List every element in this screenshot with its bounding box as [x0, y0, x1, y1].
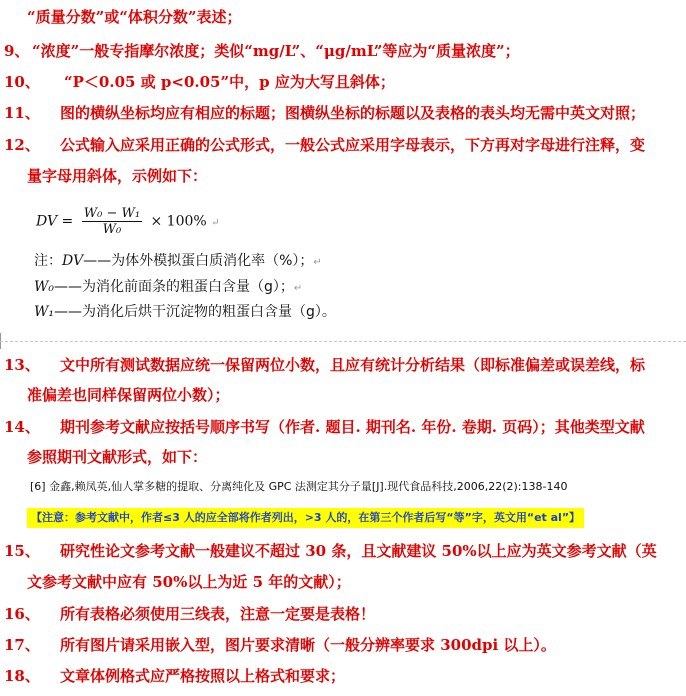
item-12-text: 公式输入应采用正确的公式形式，一般公式应采用字母表示，下方再对字母进行注释，变: [60, 136, 646, 154]
item-11-number: 11、: [4, 104, 40, 122]
item-13-number: 13、: [4, 356, 40, 374]
item-9-number: 9、: [4, 42, 30, 60]
note-1: [34, 250, 322, 270]
item-13-text: 文中所有测试数据应统一保留两位小数，且应有统计分析结果（即标准偏差或误差线，标: [60, 356, 646, 374]
item-15-number: 15、: [4, 542, 40, 560]
item-14-text: 期刊参考文献应按括号顺序书写（作者. 题目. 期刊名. 年份. 卷期. 页码）；其他类型文献: [60, 418, 645, 436]
item-13-continuation: 准偏差也同样保留两位小数）；: [27, 386, 230, 404]
item-12-continuation: 量字母用斜体，示例如下：: [27, 167, 208, 185]
item-14-continuation: 参照期刊文献形式，如下：: [27, 448, 208, 466]
formula-rhs: × 100%: [150, 213, 207, 230]
formula-denominator: W₀: [102, 222, 122, 237]
item-17-number: 17、: [4, 636, 40, 654]
note-2: [34, 276, 302, 296]
formula: [36, 206, 220, 237]
formula-lhs: DV =: [36, 213, 74, 230]
paragraph-mark-icon: ↵: [293, 283, 303, 294]
note-1-text: ——为体外模拟蛋白质消化率（%）；: [83, 253, 314, 269]
item-15-text: 研究性论文参考文献一般建议不超过 30 条，且文献建议 50%以上应为英文参考文献（英: [60, 542, 657, 560]
paragraph-mark-icon: ↵: [313, 257, 322, 268]
note-3: [34, 301, 336, 321]
note-2-text: ——为消化前面条的粗蛋白含量（g）；: [54, 279, 294, 295]
formula-fraction: [82, 206, 142, 237]
item-14-number: 14、: [4, 418, 40, 436]
formula-numerator: W₀ − W₁: [83, 206, 141, 221]
intro-continuation: “质量分数”或“体积分数”表述；: [27, 8, 242, 26]
item-15-continuation: 文参考文献中应有 50%以上为近 5 年的文献）；: [27, 573, 351, 591]
item-10-text: “P＜0.05 或 p<0.05”中，p 应为大写且斜体；: [64, 73, 395, 91]
item-9-text: “浓度”一般专指摩尔浓度；类似“mg/L”、“μg/mL”等应为“质量浓度”；: [32, 42, 520, 60]
paragraph-mark-icon: ↵: [211, 217, 220, 229]
item-11-text: 图的横纵坐标均应有相应的标题；图横纵坐标的标题以及表格的表头均无需中英文对照；: [60, 104, 646, 122]
note-3-text: ——为消化后烘干沉淀物的粗蛋白含量（g）。: [54, 304, 336, 320]
item-16-text: 所有表格必须使用三线表，注意一定要是表格！: [60, 605, 376, 623]
item-10-number: 10、: [4, 73, 40, 91]
reference-example: [6] 金鑫,赖凤英,仙人掌多糖的提取、分离纯化及 GPC 法测定其分子量[J].现代食品科技,2006,22(2):138-140: [30, 480, 568, 493]
note-label: 注：: [34, 253, 62, 269]
item-17-text: 所有图片请采用嵌入型，图片要求清晰（一般分辨率要求 300dpi 以上）。: [60, 636, 556, 654]
item-18-text: 文章体例格式应严格按照以上格式和要求；: [60, 667, 346, 685]
note-3-var: W₁: [34, 304, 55, 320]
page-break-divider: [0, 341, 686, 342]
item-16-number: 16、: [4, 605, 40, 623]
highlighted-note: 【注意：参考文献中，作者≤3 人的应全部将作者列出，>3 人的，在第三个作者后写“等”字，英文用“et al”】: [27, 508, 584, 528]
note-1-var: DV: [62, 253, 84, 269]
item-12-number: 12、: [4, 136, 40, 154]
item-18-number: 18、: [4, 667, 40, 685]
note-2-var: W₀: [34, 279, 55, 295]
